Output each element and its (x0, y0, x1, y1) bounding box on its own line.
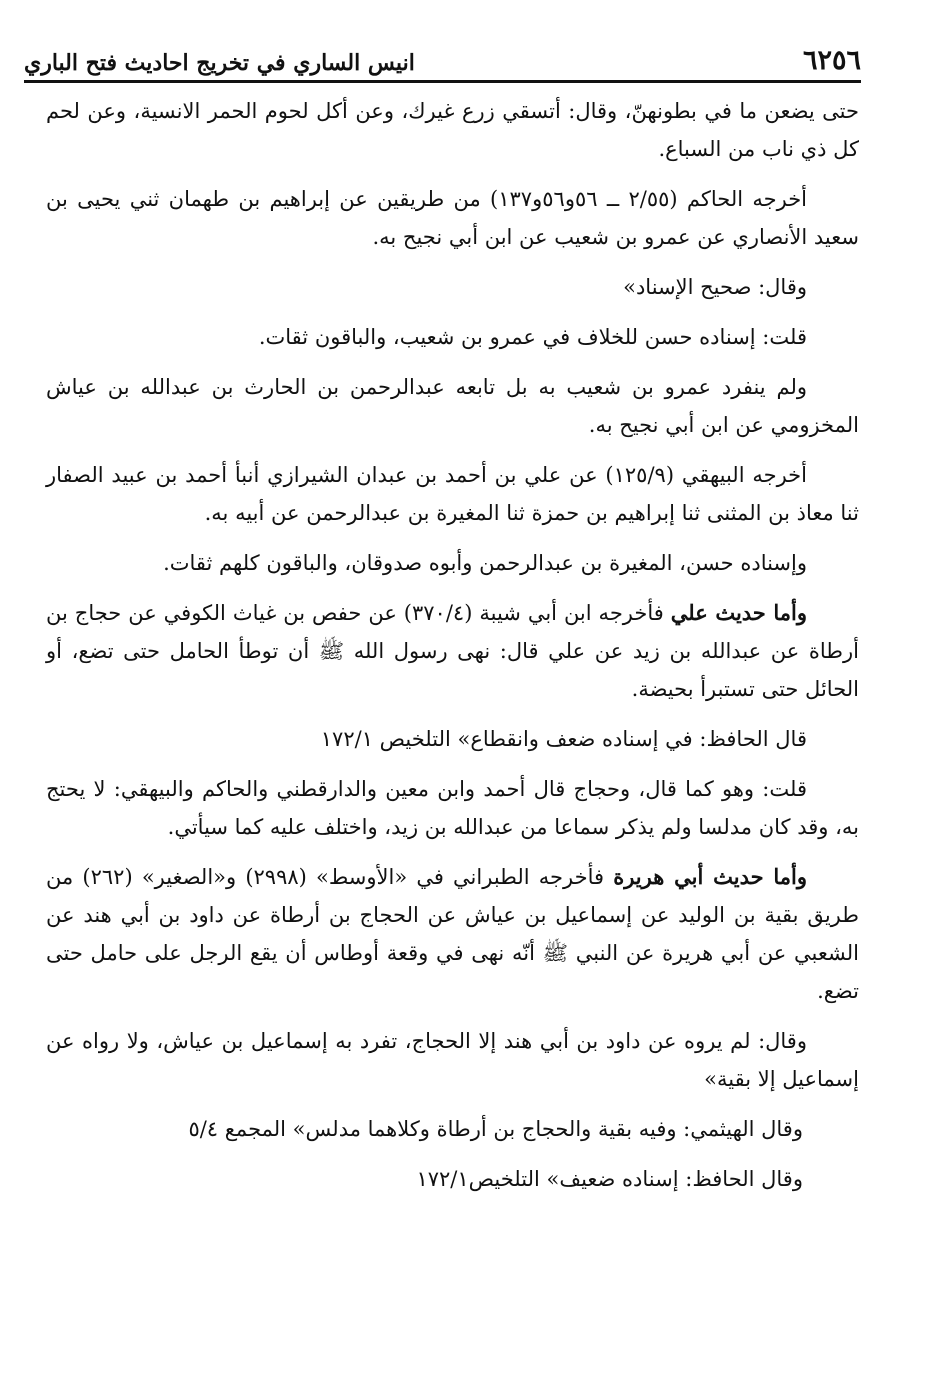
paragraph: وأما حديث أبي هريرة فأخرجه الطبراني في «الأوسط» (٢٩٩٨) و«الصغير» (٢٦٢) من طريق بقية بن الوليد عن إسماعيل بن عياش عن الحجاج بن أرطاة عن داود بن أبي هند عن الشعبي عن أبي هريرة عن النبي ﷺ أنّه نهى في وقعة أوطاس أن يقع الرجل على حامل حتى تضع. (46, 864, 859, 1003)
section-heading: وأما حديث أبي هريرة (613, 864, 808, 889)
page-header (24, 36, 861, 83)
paragraph: وقال: لم يروه عن داود بن أبي هند إلا الحجاج، تفرد به إسماعيل بن عياش، ولا رواه عن إسماعيل إلا بقية» (46, 1029, 859, 1091)
paragraph: أخرجه البيهقي (١٢٥/٩) عن علي بن أحمد بن عبدان الشيرازي أنبأ أحمد بن عبيد الصفار ثنا معاذ بن المثنى ثنا إبراهيم بن حمزة ثنا المغيرة بن عبدالرحمن عن أبيه به. (46, 463, 859, 525)
body-text (46, 92, 859, 1210)
section-heading: وأما حديث علي (670, 600, 807, 625)
paragraph: وإسناده حسن، المغيرة بن عبدالرحمن وأبوه صدوقان، والباقون كلهم ثقات. (163, 551, 807, 575)
paragraph: حتى يضعن ما في بطونهنّ، وقال: أتسقي زرع غيرك، وعن أكل لحوم الحمر الانسية، وعن لحم كل ذي ناب من السباع. (46, 99, 859, 161)
paragraph: أخرجه الحاكم (٢/٥٥ ــ ٥٦و٥٦و١٣٧) من طريقين عن إبراهيم بن طهمان ثني يحيى بن سعيد الأنصاري عن عمرو بن شعيب عن ابن أبي نجيح به. (46, 187, 859, 249)
paragraph: وقال الحافظ: إسناده ضعيف» التلخيص١٧٢/١ (416, 1167, 803, 1191)
paragraph: وأما حديث علي فأخرجه ابن أبي شيبة (٣٧٠/٤) عن حفص بن غياث الكوفي عن حجاج بن أرطاة عن عبدالله بن زيد عن علي قال: نهى رسول الله ﷺ أن توطأ الحامل حتى تضع، أو الحائل حتى تستبرأ بحيضة. (46, 600, 859, 701)
paragraph: وقال: صحيح الإسناد» (623, 275, 807, 299)
paragraph: قلت: إسناده حسن للخلاف في عمرو بن شعيب، والباقون ثقات. (258, 325, 807, 349)
paragraph: ولم ينفرد عمرو بن شعيب به بل تابعه عبدالرحمن بن الحارث بن عبدالله بن عياش المخزومي عن ابن أبي نجيح به. (46, 375, 859, 437)
paragraph: قال الحافظ: في إسناده ضعف وانقطاع» التلخيص ١٧٢/١ (320, 727, 807, 751)
book-title: انيس الساري في تخريج احاديث فتح الباري (24, 50, 415, 76)
paragraph: قلت: وهو كما قال، وحجاج قال أحمد وابن معين والدارقطني والحاكم والبيهقي: لا يحتج به، وقد كان مدلسا ولم يذكر سماعا من عبدالله بن زيد، واختلف عليه كما سيأتي. (46, 777, 859, 839)
paragraph: وقال الهيثمي: وفيه بقية والحجاج بن أرطاة وكلاهما مدلس» المجمع ٥/٤ (188, 1117, 803, 1141)
page-number: ٦٢٥٦ (802, 45, 861, 76)
